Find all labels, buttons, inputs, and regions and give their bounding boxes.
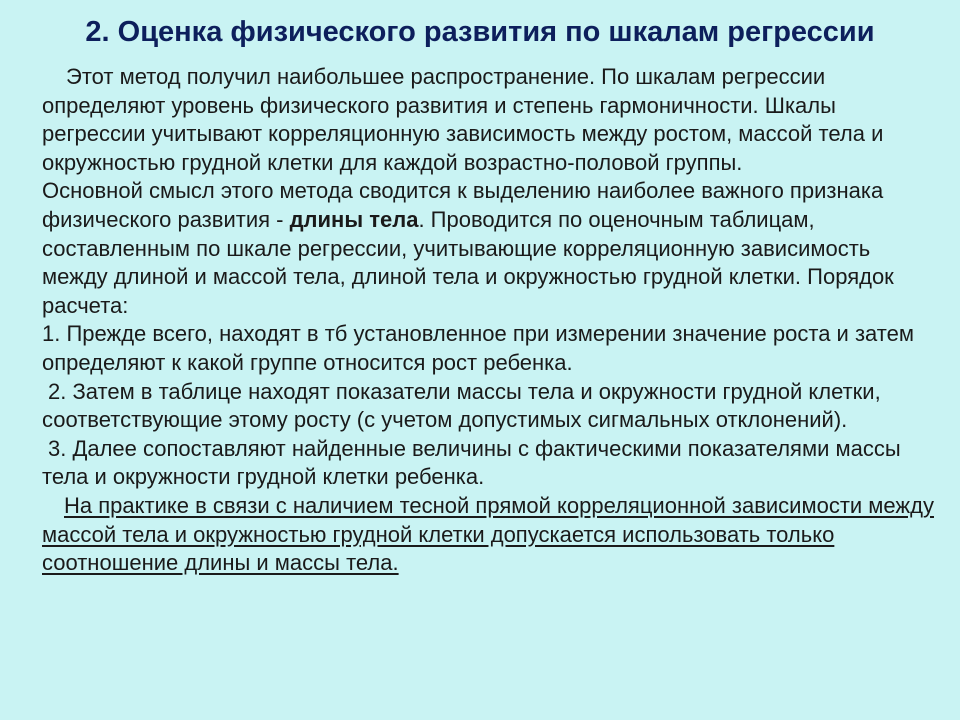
step-2: 2. Затем в таблице находят показатели массы тела и окружности грудной клетки, соответствующие этому росту (с учетом допустимых сигмальных отклонений). xyxy=(42,378,881,433)
step-3: 3. Далее сопоставляют найденные величины с фактическими показателями массы тела и окружности грудной клетки ребенка. xyxy=(42,435,901,490)
slide-body xyxy=(42,63,942,578)
method-paragraph xyxy=(42,177,942,320)
conclusion-text: На практике в связи с наличием тесной прямой корреляционной зависимости между массой тела и окружностью грудной клетки допускается использовать только соотношение длины и массы тела. xyxy=(42,492,934,576)
slide-title: 2. Оценка физического развития по шкалам регрессии xyxy=(85,16,875,48)
intro-paragraph: Этот метод получил наибольшее распространение. По шкалам регрессии определяют уровень физического развития и степень гармоничности. Шкалы регрессии учитывают корреляционную зависимость между ростом, массой тела и окружностью грудной клетки для каждой возрастно-половой группы. xyxy=(42,64,884,175)
step-1: 1. Прежде всего, находят в тб установленное при измерении значение роста и затем определяют к какой группе относится рост ребенка. xyxy=(42,321,914,375)
method-key-term: длины тела xyxy=(289,206,419,232)
conclusion-paragraph xyxy=(42,492,942,578)
method-text-start: Основной смысл этого метода сводится к выделению наиболее важного признака физического развития - xyxy=(42,178,884,232)
method-text-end: . Проводится по оценочным таблицам, составленным по шкале регрессии, учитывающие корреляционную зависимость между длиной и массой тела, длиной тела и окружностью грудной клетки. Порядок расчета: xyxy=(42,206,894,318)
